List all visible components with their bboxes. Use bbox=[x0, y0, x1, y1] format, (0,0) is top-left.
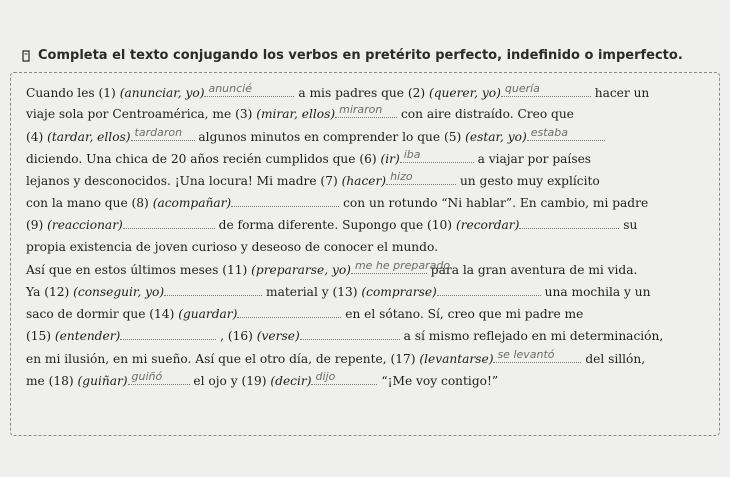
sentence-text: hacer un bbox=[590, 86, 650, 100]
answer-blank[interactable] bbox=[386, 172, 456, 185]
sentence-text: viaje sola por Centroamérica, me (3) bbox=[26, 107, 257, 121]
sentence-text: material y (13) bbox=[262, 285, 362, 299]
answer-blank[interactable] bbox=[519, 216, 619, 229]
sentence-text: su bbox=[619, 218, 638, 232]
verb-prompt: (entender) bbox=[54, 329, 121, 343]
handwritten-answer: estaba bbox=[530, 126, 569, 139]
sentence-text: del sillón, bbox=[581, 352, 646, 366]
verb-prompt: (prepararse, yo) bbox=[251, 263, 351, 277]
verb-prompt: (ir) bbox=[380, 152, 400, 166]
verb-prompt: (tardar, ellos) bbox=[47, 130, 131, 144]
text-line bbox=[26, 194, 714, 211]
sentence-text: propia existencia de joven curioso y deseoso de conocer el mundo. bbox=[26, 240, 438, 254]
text-line bbox=[26, 150, 714, 167]
sentence-text: saco de dormir que (14) bbox=[26, 307, 179, 321]
sentence-text: (4) bbox=[26, 130, 48, 144]
text-line bbox=[26, 372, 714, 389]
handwritten-answer: hizo bbox=[390, 170, 413, 183]
text-line bbox=[26, 105, 714, 122]
sentence-text: con aire distraído. Creo que bbox=[397, 107, 574, 121]
sentence-text: Ya (12) bbox=[26, 285, 74, 299]
exercise-title: Completa el texto conjugando los verbos en pretérito perfecto, indefinido o imperfecto. bbox=[38, 48, 683, 63]
answer-blank[interactable] bbox=[131, 128, 195, 141]
answer-blank[interactable] bbox=[231, 194, 339, 207]
handwritten-answer: guiñó bbox=[131, 370, 163, 383]
verb-prompt: (decir) bbox=[270, 374, 312, 388]
sentence-text: me (18) bbox=[26, 374, 78, 388]
text-line bbox=[26, 84, 714, 101]
sentence-text: Cuando les (1) bbox=[26, 86, 120, 100]
sentence-text: una mochila y un bbox=[540, 285, 651, 299]
handwritten-answer: quería bbox=[504, 82, 540, 95]
answer-blank[interactable] bbox=[164, 283, 262, 296]
answer-blank[interactable] bbox=[300, 327, 400, 340]
sentence-text: con un rotundo “Ni hablar”. En cambio, mi padre bbox=[339, 196, 649, 210]
handwritten-answer: me he preparado bbox=[354, 259, 451, 272]
verb-prompt: (guiñar) bbox=[77, 374, 128, 388]
text-line bbox=[26, 327, 714, 344]
verb-prompt: (comprarse) bbox=[361, 285, 437, 299]
sentence-text: un gesto muy explícito bbox=[456, 174, 600, 188]
handwritten-answer: tardaron bbox=[134, 126, 183, 139]
answer-blank[interactable] bbox=[527, 128, 605, 141]
handwritten-answer: anuncié bbox=[208, 82, 252, 95]
answer-blank[interactable] bbox=[237, 305, 341, 318]
sentence-text: lejanos y desconocidos. ¡Una locura! Mi madre (7) bbox=[26, 174, 342, 188]
text-line bbox=[26, 261, 714, 278]
answer-blank[interactable] bbox=[400, 150, 474, 163]
sentence-text: (15) bbox=[26, 329, 55, 343]
verb-prompt: (estar, yo) bbox=[465, 130, 527, 144]
sentence-text: Así que en estos últimos meses (11) bbox=[26, 263, 252, 277]
verb-prompt: (reaccionar) bbox=[47, 218, 123, 232]
answer-blank[interactable] bbox=[204, 84, 294, 97]
text-line bbox=[26, 239, 714, 255]
text-line bbox=[26, 305, 714, 322]
sentence-text: algunos minutos en comprender lo que (5) bbox=[194, 130, 466, 144]
sentence-text: de forma diferente. Supongo que (10) bbox=[214, 218, 456, 232]
sentence-text: “¡Me voy contigo!” bbox=[377, 374, 499, 388]
sentence-text: con la mano que (8) bbox=[26, 196, 153, 210]
handwritten-answer: se levantó bbox=[497, 348, 555, 361]
handwritten-answer: miraron bbox=[339, 103, 383, 116]
sentence-text: diciendo. Una chica de 20 años recién cumplidos que (6) bbox=[26, 152, 381, 166]
text-line bbox=[26, 350, 714, 367]
verb-prompt: (hacer) bbox=[341, 174, 387, 188]
sentence-text: a mis padres que (2) bbox=[294, 86, 429, 100]
answer-blank[interactable] bbox=[311, 372, 377, 385]
sentence-text: en mi ilusión, en mi sueño. Así que el otro día, de repente, (17) bbox=[26, 352, 420, 366]
answer-blank[interactable] bbox=[493, 350, 581, 363]
answer-blank[interactable] bbox=[120, 327, 216, 340]
text-line bbox=[26, 128, 714, 145]
verb-prompt: (anunciar, yo) bbox=[119, 86, 205, 100]
sentence-text: (9) bbox=[26, 218, 48, 232]
answer-blank[interactable] bbox=[123, 216, 215, 229]
sentence-text: a viajar por países bbox=[473, 152, 592, 166]
sentence-text: el ojo y (19) bbox=[189, 374, 271, 388]
verb-prompt: (acompañar) bbox=[152, 196, 232, 210]
handwritten-answer: iba bbox=[403, 148, 421, 161]
sentence-text: a sí mismo reflejado en mi determinación, bbox=[399, 329, 664, 343]
verb-prompt: (querer, yo) bbox=[428, 86, 501, 100]
verb-prompt: (recordar) bbox=[455, 218, 520, 232]
pencil-icon bbox=[22, 50, 31, 62]
verb-prompt: (guardar) bbox=[178, 307, 238, 321]
sentence-text: en el sótano. Sí, creo que mi padre me bbox=[341, 307, 584, 321]
verb-prompt: (conseguir, yo) bbox=[73, 285, 165, 299]
text-line bbox=[26, 283, 714, 300]
answer-blank[interactable] bbox=[335, 105, 397, 118]
text-line bbox=[26, 172, 714, 189]
verb-prompt: (mirar, ellos) bbox=[256, 107, 336, 121]
answer-blank[interactable] bbox=[351, 259, 451, 274]
answer-blank[interactable] bbox=[501, 84, 591, 97]
verb-prompt: (verse) bbox=[256, 329, 300, 343]
answer-blank[interactable] bbox=[437, 283, 541, 296]
text-line bbox=[26, 216, 714, 233]
answer-blank[interactable] bbox=[128, 372, 190, 385]
sentence-text: para la gran aventura de mi vida. bbox=[426, 263, 638, 277]
handwritten-answer: dijo bbox=[315, 370, 336, 383]
verb-prompt: (levantarse) bbox=[419, 352, 494, 366]
sentence-text: , (16) bbox=[216, 329, 257, 343]
